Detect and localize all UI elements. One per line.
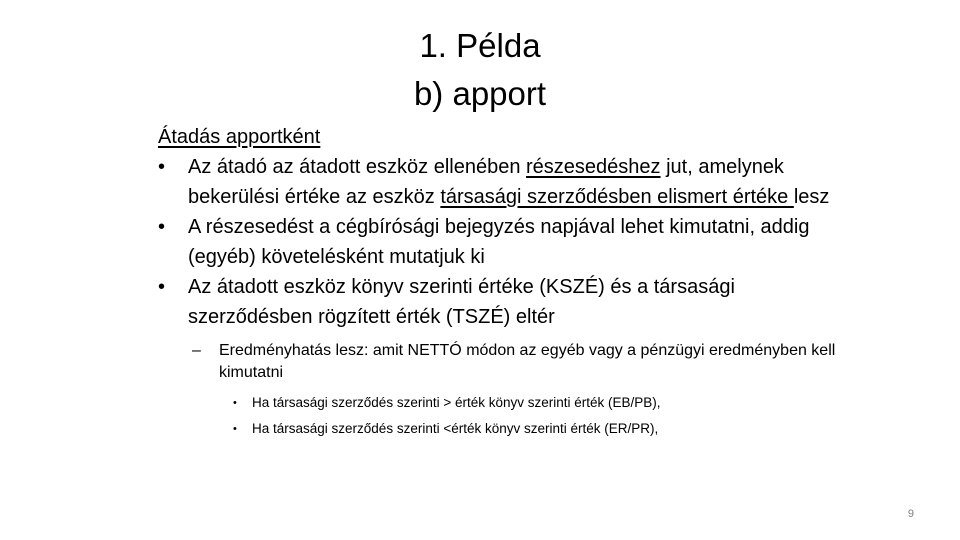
slide-title	[300, 22, 660, 118]
sub-sub-bullet-item	[158, 416, 858, 442]
bullet-text-part: jut, amelynek bekerülési értéke az eszköz	[188, 156, 784, 208]
bullet-text-part: Az átadó az átadott eszköz ellenében	[188, 156, 527, 178]
underlined-term: társasági szerződésben elismert értéke	[440, 186, 794, 208]
section-heading: Átadás apportként	[158, 126, 321, 148]
bullet-item	[158, 152, 858, 212]
bullet-icon: •	[233, 423, 237, 435]
sub-sub-bullet-text: Ha társasági szerződés szerinti <érték könyv szerinti érték (ER/PR),	[252, 421, 659, 436]
bullet-icon: •	[158, 156, 166, 178]
bullet-text-part: lesz	[793, 186, 830, 208]
bullet-text: Az átadott eszköz könyv szerinti értéke (KSZÉ) és a társasági szerződésben rögzített érték (TSZÉ) eltér	[188, 276, 735, 328]
sub-sub-bullet-item	[158, 390, 858, 416]
bullet-item	[158, 212, 858, 272]
bullet-text: A részesedést a cégbírósági bejegyzés napjával lehet kimutatni, addig (egyéb) követelésként mutatjuk ki	[188, 216, 810, 268]
dash-icon: –	[192, 342, 201, 359]
underlined-term: részesedéshez	[526, 156, 661, 178]
bullet-item	[158, 272, 858, 332]
bullet-icon: •	[233, 397, 237, 409]
slide-body	[158, 122, 858, 442]
sub-bullet-text: Eredményhatás lesz: amit NETTÓ módon az egyéb vagy a pénzügyi eredményben kell kimutatni	[219, 342, 836, 381]
bullet-icon: •	[158, 276, 166, 298]
bullet-icon: •	[158, 216, 166, 238]
sub-bullet-item	[158, 340, 858, 384]
title-line-2: b) apport	[413, 75, 547, 112]
sub-sub-bullet-text: Ha társasági szerződés szerinti > érték könyv szerinti érték (EB/PB),	[252, 395, 661, 410]
bullet-text	[188, 152, 858, 212]
title-line-1: 1. Példa	[419, 27, 541, 64]
page-number: 9	[907, 508, 914, 520]
